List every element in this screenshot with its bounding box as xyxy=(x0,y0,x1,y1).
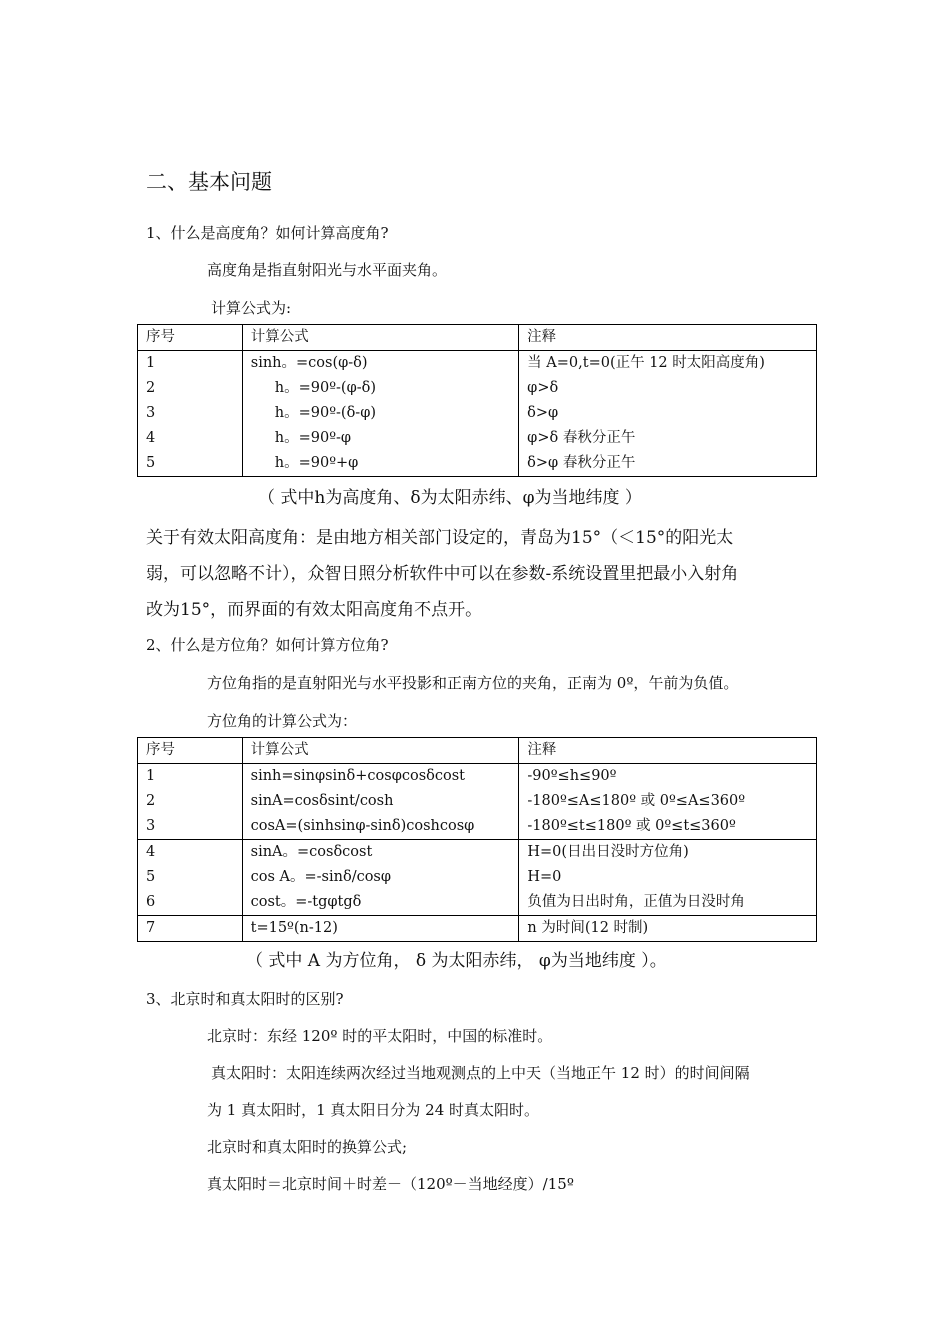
table-body-row xyxy=(138,840,817,916)
index-cell xyxy=(138,351,243,477)
azimuth-caption: （ 式中 A 为方位角， δ 为太阳赤纬， φ为当地纬度 ）。 xyxy=(246,951,667,971)
header-note: 注释 xyxy=(519,325,817,351)
formula-cell xyxy=(242,764,519,840)
note-value: φ>δ xyxy=(527,380,559,396)
formula-value: h。=90º-(δ-φ) xyxy=(274,405,377,421)
index-value: 4 xyxy=(146,844,156,860)
azimuth-definition: 方位角指的是直射阳光与水平投影和正南方位的夹角，正南为 0º，午前为负值。 xyxy=(207,674,739,692)
table-header-row xyxy=(138,325,817,351)
question-1: 1、什么是高度角？如何计算高度角? xyxy=(146,224,389,242)
formula-value: sinh。=cos(φ-δ) xyxy=(250,355,368,371)
index-cell xyxy=(138,764,243,840)
index-value: 3 xyxy=(146,405,156,421)
azimuth-formula-intro: 方位角的计算公式为： xyxy=(207,712,358,730)
formula-value: h。=90º-(φ-δ) xyxy=(274,380,377,396)
altitude-caption: （ 式中h为高度角、δ为太阳赤纬、φ为当地纬度 ） xyxy=(258,488,642,508)
index-value: 5 xyxy=(146,455,156,471)
section-title: 二、基本问题 xyxy=(146,170,272,194)
solar-time-definition-line2: 为 1 真太阳时，1 真太阳日分为 24 时真太阳时。 xyxy=(207,1101,540,1119)
index-value: 7 xyxy=(146,920,156,936)
formula-value: sinh=sinφsinδ+cosφcosδcost xyxy=(250,768,465,784)
header-formula: 计算公式 xyxy=(242,738,519,764)
note-value: H=0 xyxy=(527,869,562,885)
formula-cell xyxy=(242,840,519,916)
table-body-row xyxy=(138,764,817,840)
index-value: 1 xyxy=(146,768,156,784)
note-value: 负值为日出时角，正值为日没时角 xyxy=(527,894,745,910)
index-value: 2 xyxy=(146,793,156,809)
conversion-intro: 北京时和真太阳时的换算公式; xyxy=(207,1138,408,1156)
note-value: δ>φ 春秋分正午 xyxy=(527,455,636,471)
index-value: 3 xyxy=(146,818,156,834)
note-value: 当 A=0,t=0(正午 12 时太阳高度角) xyxy=(527,355,765,371)
note-value: -180º≤A≤180º 或 0º≤A≤360º xyxy=(527,793,746,809)
formula-value: cosA=(sinhsinφ-sinδ)coshcosφ xyxy=(250,818,475,834)
note-cell xyxy=(519,764,817,840)
altitude-formula-intro: 计算公式为: xyxy=(211,299,292,317)
note-value: n 为时间(12 时制) xyxy=(527,920,649,936)
formula-value: cos A。=-sinδ/cosφ xyxy=(250,869,392,885)
beijing-time-definition: 北京时：东经 120º 时的平太阳时，中国的标准时。 xyxy=(207,1027,553,1045)
formula-value: h。=90º-φ xyxy=(274,430,352,446)
index-cell xyxy=(138,840,243,916)
solar-time-definition-line1: 真太阳时：太阳连续两次经过当地观测点的上中天（当地正午 12 时）的时间间隔 xyxy=(211,1064,750,1082)
formula-value: t=15º(n-12) xyxy=(250,920,338,936)
paragraph-line: 弱，可以忽略不计），众智日照分析软件中可以在参数-系统设置里把最小入射角 xyxy=(146,564,739,584)
header-index: 序号 xyxy=(138,325,243,351)
index-value: 4 xyxy=(146,430,156,446)
question-2: 2、什么是方位角？如何计算方位角? xyxy=(146,636,389,654)
table-header-row xyxy=(138,738,817,764)
index-value: 2 xyxy=(146,380,156,396)
header-index: 序号 xyxy=(138,738,243,764)
formula-value: cost。=-tgφtgδ xyxy=(250,894,362,910)
header-note: 注释 xyxy=(519,738,817,764)
paragraph-line: 改为15°，而界面的有效太阳高度角不点开。 xyxy=(146,600,483,620)
azimuth-formula-table xyxy=(137,737,817,942)
formula-value: h。=90º+φ xyxy=(274,455,359,471)
index-value: 1 xyxy=(146,355,156,371)
formula-value: sinA=cosδsint/cosh xyxy=(250,793,394,809)
header-formula: 计算公式 xyxy=(242,325,518,351)
formula-cell xyxy=(242,916,519,942)
note-value: H=0(日出日没时方位角) xyxy=(527,844,689,860)
note-cell xyxy=(519,840,817,916)
note-cell xyxy=(519,351,817,477)
note-value: δ>φ xyxy=(527,405,559,421)
altitude-formula-table xyxy=(137,324,817,477)
note-value: -180º≤t≤180º 或 0º≤t≤360º xyxy=(527,818,736,834)
index-value: 6 xyxy=(146,894,156,910)
conversion-formula: 真太阳时＝北京时间＋时差－（120º－当地经度）/15º xyxy=(207,1175,574,1193)
formula-value: sinA。=cosδcost xyxy=(250,844,373,860)
note-value: φ>δ 春秋分正午 xyxy=(527,430,636,446)
altitude-definition: 高度角是指直射阳光与水平面夹角。 xyxy=(207,261,448,279)
note-value: -90º≤h≤90º xyxy=(527,768,617,784)
index-cell xyxy=(138,916,243,942)
note-cell xyxy=(519,916,817,942)
question-3: 3、北京时和真太阳时的区别? xyxy=(146,990,344,1008)
table-body-row xyxy=(138,916,817,942)
paragraph-line: 关于有效太阳高度角：是由地方相关部门设定的，青岛为15°（＜15°的阳光太 xyxy=(146,528,734,548)
table-body-row xyxy=(138,351,817,477)
formula-cell xyxy=(242,351,518,477)
index-value: 5 xyxy=(146,869,156,885)
effective-altitude-paragraph xyxy=(146,520,738,628)
